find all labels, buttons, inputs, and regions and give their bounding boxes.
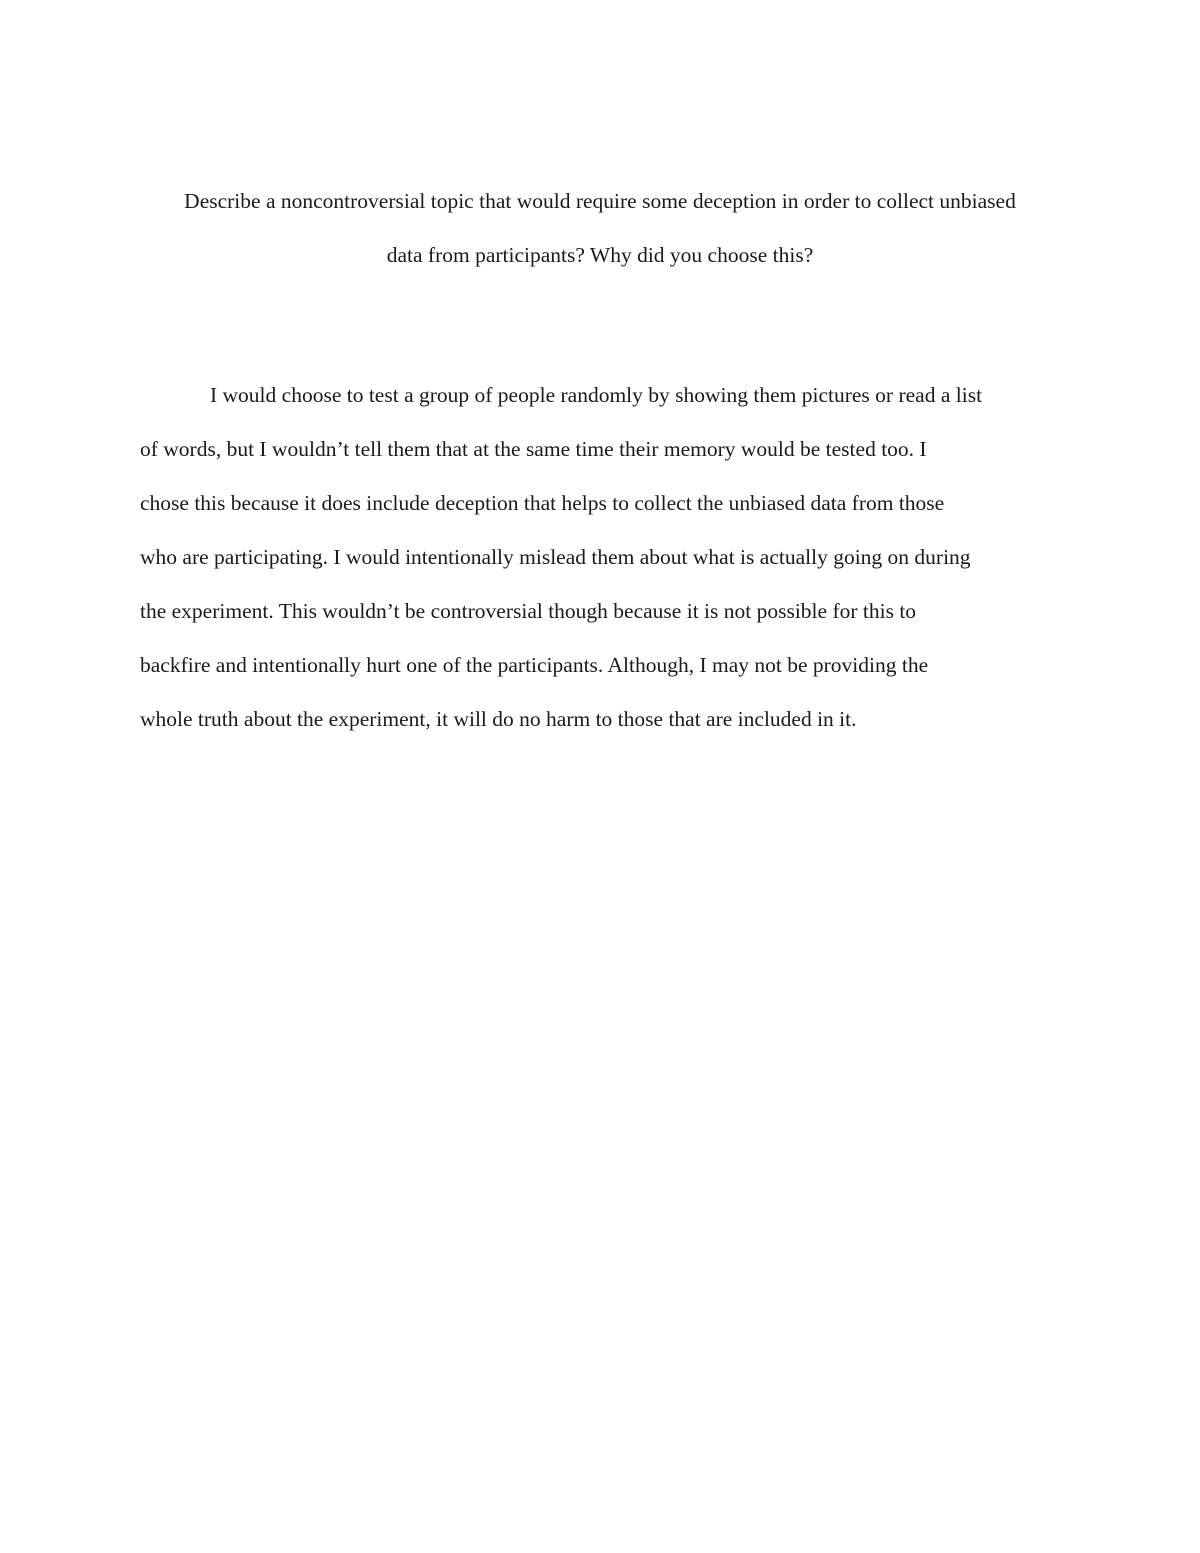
question-line: Describe a noncontroversial topic that would require some deception in order to collect unbiased <box>184 189 1016 213</box>
answer-paragraph <box>140 368 1065 746</box>
answer-line: of words, but I wouldn’t tell them that at the same time their memory would be tested too. I <box>140 437 927 461</box>
answer-line: chose this because it does include deception that helps to collect the unbiased data from those <box>140 491 945 515</box>
question-prompt <box>140 174 1060 282</box>
answer-line: who are participating. I would intentionally mislead them about what is actually going on during <box>140 545 971 569</box>
question-line: data from participants? Why did you choose this? <box>386 243 814 267</box>
answer-line: backfire and intentionally hurt one of the participants. Although, I may not be providing the <box>140 653 929 677</box>
answer-line: I would choose to test a group of people randomly by showing them pictures or read a list <box>210 383 983 407</box>
answer-line: whole truth about the experiment, it will do no harm to those that are included in it. <box>140 707 857 731</box>
answer-line: the experiment. This wouldn’t be controversial though because it is not possible for this to <box>140 599 917 623</box>
